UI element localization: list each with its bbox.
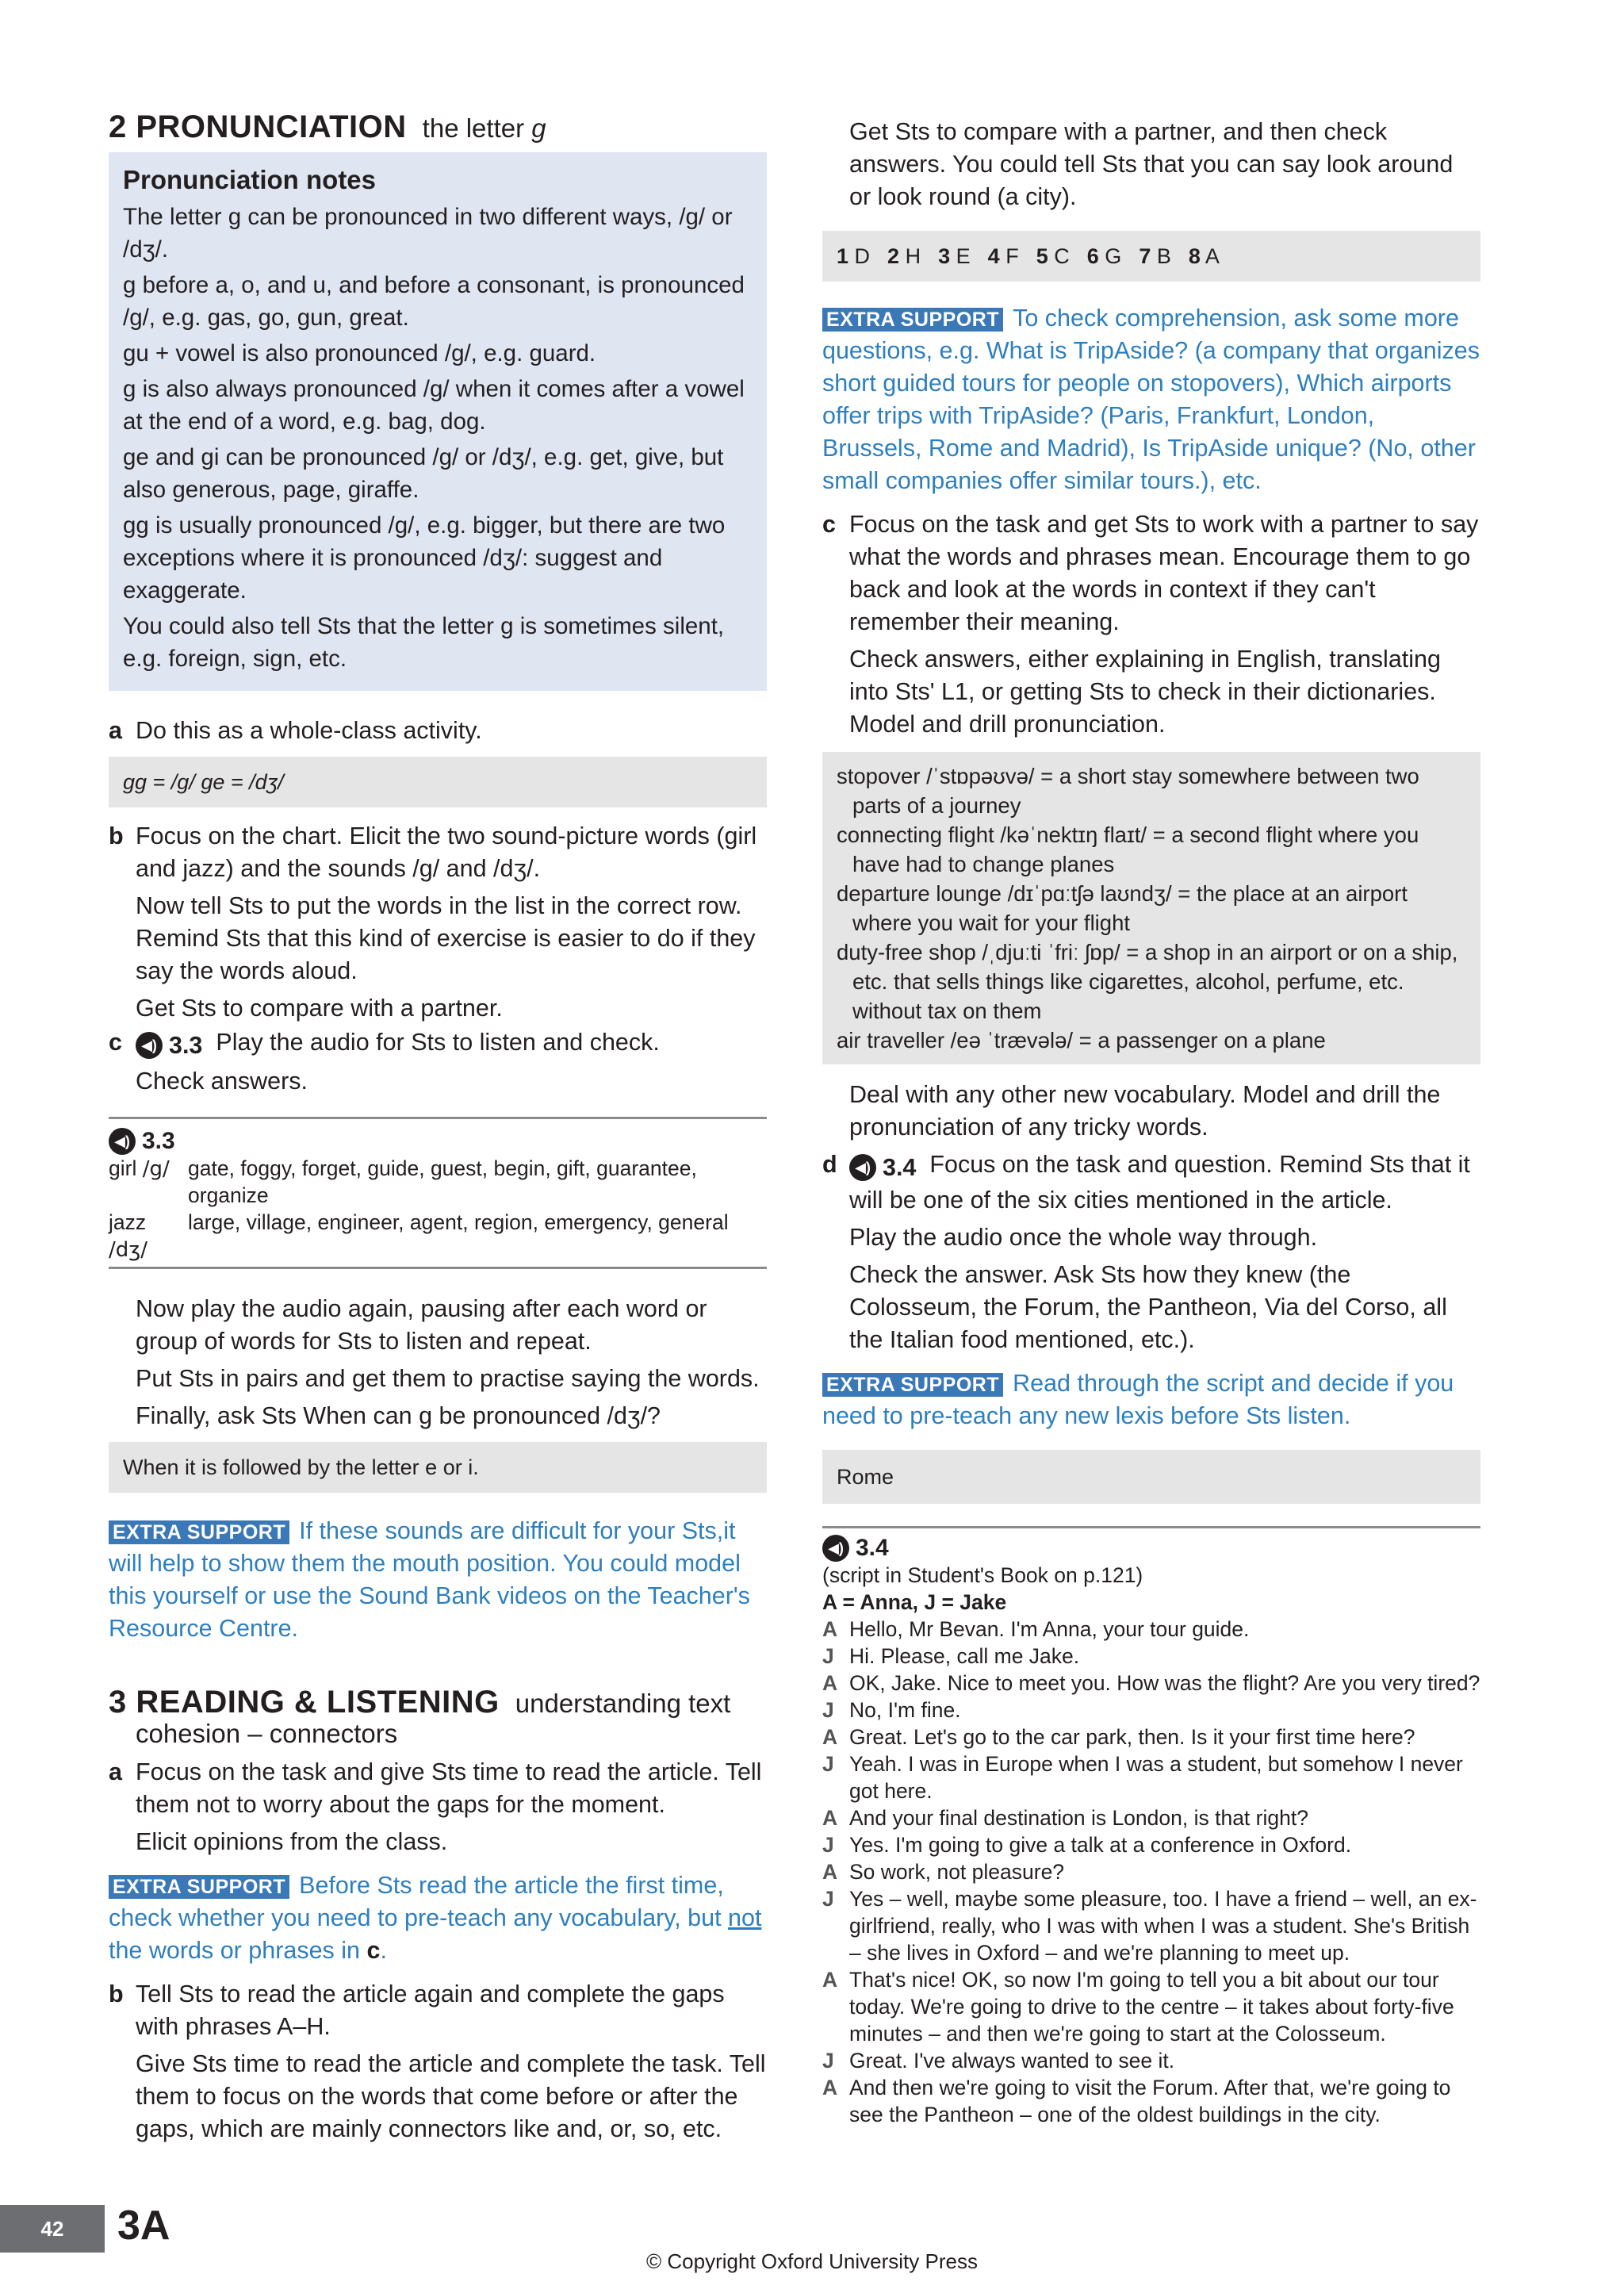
- dialog-line: A Great. Let's go to the car park, then. Is it your first time here?: [822, 1724, 1415, 1749]
- script-cast: A = Anna, J = Jake: [822, 1589, 1007, 1614]
- section-3-title: 3 READING & LISTENING: [109, 1684, 500, 1720]
- audio-track[interactable]: ◀) 3.3: [136, 1030, 202, 1062]
- notes-title: Pronunciation notes: [123, 165, 377, 194]
- dialog-line: A Hello, Mr Bevan. I'm Anna, your tour guide.: [822, 1616, 1250, 1641]
- answer-item: 5 C: [1036, 244, 1070, 268]
- reading-d-p3: Check the answer. Ask Sts how they knew (the Colosseum, the Forum, the Pantheon, Via del Corso, all the Italian food mentioned, etc.).: [849, 1260, 1447, 1353]
- right-column: [822, 116, 1480, 2128]
- extra-support-label: EXTRA SUPPORT: [109, 1875, 289, 1899]
- answer-box-rome: [822, 1450, 1480, 1504]
- page-number-tab: [0, 2205, 105, 2253]
- answer-item: 4 F: [987, 244, 1019, 268]
- exercise-label: c: [822, 511, 836, 538]
- exercise-label: c: [109, 1029, 122, 1056]
- dialog-line: A So work, not pleasure?: [822, 1859, 1065, 1884]
- note-6: gg is usually pronounced /g/, e.g. bigger, but there are two exceptions where it is pronounced /dʒ/: suggest and exaggerate.: [123, 512, 726, 604]
- script-row-girl: girl /g/ gate, foggy, forget, guide, guest, begin, gift, guarantee, organize: [109, 1156, 697, 1207]
- audio-script-3-3: [109, 1117, 767, 1269]
- script-row-jazz: jazz /dʒ/ large, village, engineer, agent, region, emergency, general: [109, 1210, 729, 1262]
- note-1: The letter g can be pronounced in two different ways, /g/ or /dʒ/.: [123, 204, 733, 263]
- copyright-notice: © Copyright Oxford University Press: [646, 2249, 978, 2273]
- dialog-line: J Great. I've always wanted to see it.: [822, 2048, 1175, 2073]
- section-3-subtitle: understanding text: [515, 1688, 731, 1718]
- extra-support-label: EXTRA SUPPORT: [109, 1520, 289, 1544]
- left-column: [109, 111, 767, 2145]
- reading-a-p1: Focus on the task and give Sts time to read the article. Tell them not to worry about the gaps for the moment.: [136, 1758, 762, 1818]
- dialog-line: A That's nice! OK, so now I'm going to tell you a bit about our tour today. We're going to drive to the centre – it takes about forty-five minutes – and then we're going to start at the Colosseum.: [822, 1967, 1454, 2046]
- after-p2: Put Sts in pairs and get them to practise saying the words.: [136, 1364, 760, 1392]
- audio-track[interactable]: ◀) 3.4: [849, 1152, 916, 1184]
- reading-b-p1: Tell Sts to read the article again and complete the gaps with phrases A–H.: [136, 1980, 725, 2040]
- vocab-item: connecting flight /kəˈnektɪŋ flaɪt/ = a second flight where you have had to change planes: [837, 822, 1419, 876]
- extra-support-4: EXTRA SUPPORT Read through the script and decide if you need to pre-teach any new lexis before Sts listen.: [822, 1369, 1454, 1429]
- answer-box-g: [109, 1442, 767, 1493]
- pronunciation-notes-box: [109, 152, 767, 691]
- answer-g-text: When it is followed by the letter e or i.: [123, 1455, 479, 1479]
- note-5: ge and gi can be pronounced /g/ or /dʒ/, e.g. get, give, but also generous, page, giraffe.: [123, 444, 724, 503]
- speaker-icon: ◀): [849, 1154, 876, 1181]
- note-3: gu + vowel is also pronounced /g/, e.g. guard.: [123, 340, 596, 366]
- exercise-a-text: Do this as a whole-class activity.: [136, 717, 482, 744]
- answer-item: 8 A: [1188, 244, 1220, 268]
- reading-a: [109, 1756, 767, 1858]
- extra-support-label: EXTRA SUPPORT: [822, 308, 1003, 332]
- note-4: g is also always pronounced /g/ when it comes after a vowel at the end of a word, e.g. bag, dog.: [123, 376, 745, 435]
- speaker-icon: ◀): [109, 1128, 136, 1155]
- reading-c: [822, 508, 1480, 741]
- exercise-c-text: ◀) 3.3 Play the audio for Sts to listen and check.: [136, 1026, 767, 1062]
- vocab-item: departure lounge /dɪˈpɑːtʃə laʊndʒ/ = the place at an airport where you wait for your flight: [837, 881, 1408, 935]
- script-heading: ◀) 3.3: [109, 1125, 767, 1155]
- reading-c-p3: Deal with any other new vocabulary. Model and drill the pronunciation of any tricky words.: [849, 1081, 1441, 1141]
- unit-label: 3A: [117, 2203, 170, 2249]
- dialog-line: A And then we're going to visit the Forum. After that, we're going to see the Pantheon – one of the oldest buildings in the city.: [822, 2075, 1451, 2126]
- page-number: 42: [40, 2216, 64, 2241]
- after-script: [109, 1293, 767, 1432]
- reading-d-p1: ◀) 3.4 Focus on the task and question. Remind Sts that it will be one of the six cities mentioned in the article.: [849, 1151, 1470, 1214]
- script-heading: ◀) 3.4: [822, 1535, 1480, 1562]
- dialog-line: J Yes – well, maybe some pleasure, too. I have a friend – well, an ex-girlfriend, really, who I was with when I was a student. She's British – she lives in Oxford – and we're planning to meet up.: [822, 1886, 1477, 1965]
- reading-d: [822, 1148, 1480, 1356]
- answer-item: 7 B: [1139, 244, 1171, 268]
- answer-item: 2 H: [887, 244, 921, 268]
- section-3-heading: [109, 1686, 767, 1748]
- note-2: g before a, o, and u, and before a consonant, is pronounced /g/, e.g. gas, go, gun, great.: [123, 272, 745, 331]
- audio-script-3-4: [822, 1526, 1480, 2128]
- exercise-b: [109, 820, 767, 1025]
- script-reference: (script in Student's Book on p.121): [822, 1563, 1143, 1587]
- exercise-label: d: [822, 1151, 837, 1178]
- note-7: You could also tell Sts that the letter g is sometimes silent, e.g. foreign, sign, etc.: [123, 613, 725, 672]
- dialog-line: J Yes. I'm going to give a talk at a conference in Oxford.: [822, 1832, 1352, 1857]
- exercise-label: b: [109, 1980, 124, 2007]
- extra-support-1: EXTRA SUPPORT If these sounds are difficult for your Sts,it will help to show them the mouth position. You could model this yourself or use the Sound Bank videos on the Teacher's Resource Centre.: [109, 1517, 750, 1642]
- vocab-item: stopover /ˈstɒpəʊvə/ = a short stay somewhere between two parts of a journey: [837, 764, 1419, 818]
- dialog-line: A And your final destination is London, is that right?: [822, 1805, 1308, 1830]
- compare-paragraph: Get Sts to compare with a partner, and then check answers. You could tell Sts that you can say look around or look round (a city).: [849, 118, 1454, 210]
- after-p1: Now play the audio again, pausing after each word or group of words for Sts to listen and repeat.: [136, 1294, 707, 1355]
- exercise-b-p2: Now tell Sts to put the words in the list in the correct row. Remind Sts that this kind of exercise is easier to do if they say the words aloud.: [136, 892, 756, 984]
- answer-item: 6 G: [1086, 244, 1122, 268]
- reading-c-p1: Focus on the task and get Sts to work with a partner to say what the words and phrases mean. Encourage them to go back and look at the words in context if they can't remember their meaning.: [849, 511, 1479, 635]
- answer-rome-text: Rome: [837, 1464, 894, 1489]
- answer-item: 1 D: [837, 244, 871, 268]
- vocab-item: duty-free shop /ˌdjuːti ˈfriː ʃɒp/ = a shop in an airport or on a ship, etc. that sells things like cigarettes, alcohol, perfume, etc. without tax on them: [837, 940, 1458, 1023]
- dialog-line: J Hi. Please, call me Jake.: [822, 1643, 1080, 1668]
- dialog-line: J No, I'm fine.: [822, 1697, 961, 1722]
- section-2-subtitle: the letter g: [422, 113, 546, 143]
- exercise-c-p2: Check answers.: [136, 1067, 308, 1095]
- answers-box-1-8: [822, 231, 1480, 282]
- exercise-label: a: [109, 717, 122, 744]
- reading-b: [109, 1978, 767, 2145]
- vocabulary-box: [822, 752, 1480, 1064]
- exercise-a: [109, 715, 767, 747]
- exercise-label: b: [109, 822, 124, 849]
- answer-item: 3 E: [938, 244, 971, 268]
- extra-support-label: EXTRA SUPPORT: [822, 1373, 1003, 1397]
- speaker-icon: ◀): [822, 1535, 849, 1562]
- dialog-line: A OK, Jake. Nice to meet you. How was the flight? Are you very tired?: [822, 1670, 1480, 1695]
- answer-box-a: [109, 757, 767, 807]
- reading-a-p2: Elicit opinions from the class.: [136, 1827, 448, 1855]
- after-p3: Finally, ask Sts When can g be pronounced /dʒ/?: [136, 1401, 661, 1429]
- reading-c-p2: Check answers, either explaining in English, translating into Sts' L1, or getting Sts to check in their dictionaries. Model and drill pronunciation.: [849, 646, 1441, 738]
- reading-d-p2: Play the audio once the whole way through.: [849, 1223, 1318, 1251]
- extra-support-2: EXTRA SUPPORT Before Sts read the article the first time, check whether you need to pre-teach any vocabulary, but not the words or phrases in c.: [109, 1871, 762, 1964]
- section-2-heading: [109, 111, 767, 144]
- speaker-icon: ◀): [136, 1032, 163, 1059]
- answer-a-text: gg = /g/ ge = /dʒ/: [123, 770, 284, 794]
- exercise-b-p1: Focus on the chart. Elicit the two sound-picture words (girl and jazz) and the sounds /g/ and /dʒ/.: [136, 822, 757, 882]
- exercise-b-p3: Get Sts to compare with a partner.: [136, 995, 503, 1022]
- vocab-item: air traveller /eə ˈtrævələ/ = a passenger on a plane: [837, 1028, 1326, 1053]
- exercise-label: a: [109, 1758, 122, 1785]
- dialog-line: J Yeah. I was in Europe when I was a student, but somehow I never got here.: [822, 1751, 1463, 1803]
- reading-b-p2: Give Sts time to read the article and complete the task. Tell them to focus on the words that come before or after the gaps, which are mainly connectors like and, or, so, etc.: [136, 2050, 766, 2142]
- section-2-title: 2 PRONUNCIATION: [109, 109, 407, 144]
- extra-support-3: EXTRA SUPPORT To check comprehension, ask some more questions, e.g. What is TripAside? (a company that organizes short guided tours for people on stopovers), Which airports offer trips with TripAside? (Paris, Frankfurt, London, Brussels, Rome and Madrid), Is TripAside unique? (No, other small companies offer similar tours.), etc.: [822, 305, 1480, 494]
- section-3-subtitle-2: cohesion – connectors: [136, 1718, 398, 1748]
- exercise-c: [109, 1026, 767, 1098]
